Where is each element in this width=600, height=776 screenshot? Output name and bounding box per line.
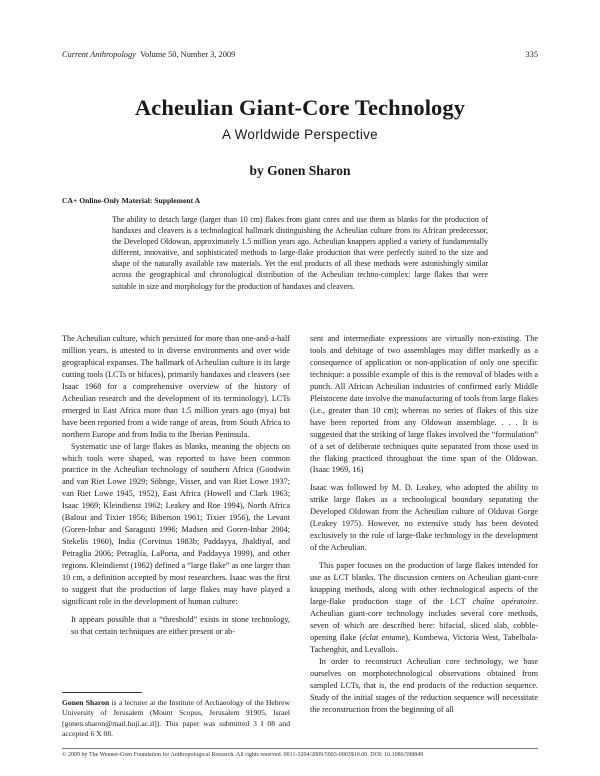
author-bio: [62, 698, 290, 739]
body-paragraph: Isaac was followed by M. D. Leakey, who adopted the ability to strike large flakes as a technological boundary separating the Developed Oldowan from the Acheulian culture of Olduvai Gorge (Leakey 1975). However, no extensive study has been devoted exclusively to the role of large-flake technology in the development of the Acheulian.: [310, 483, 538, 553]
bio-name: Gonen Sharon: [62, 698, 110, 707]
body-paragraph: [310, 560, 538, 656]
right-column: [310, 333, 538, 766]
article-subtitle: A Worldwide Perspective: [222, 127, 378, 142]
text-run-italic: éclat entame: [362, 632, 406, 642]
text-run: ), Kombewa, Victoria West, Tabelbala-Tachenghit, and Levallois.: [310, 632, 538, 654]
body-paragraph: Systematic use of large flakes as blanks, meaning the objects on which tools were shaped, was reported to have been common practice in the Acheulian technology of southern Africa (Goodwin and van Riet Lowe 1929; Söhnge, Visser, and van Riet Lowe 1937; van Riet Lowe 1945, 1952), East Africa (Howell and Clark 1963; Isaac 1969; Kleindienst 1962; Leakey and Roe 1994), North Africa (Balout and Tixier 1956; Biberson 1961; Tixier 1956), the Levant (Goren-Inbar and Saragusti 1996; Madsen and Goren-Inbar 2004; Stekelis 1960), India (Corvinus 1983b; Paddayya, Jhaldiyal, and Petraglia 2006; Petraglia, LaPorta, and Paddayya 1999), and other regions. Kleindienst (1962) defined a “large flake” as one larger than 10 cm, a definition accepted by most researchers. Isaac was the first to suggest that the production of large flakes may have played a significant role in the development of human culture:: [62, 441, 290, 606]
article-author: by Gonen Sharon: [249, 163, 351, 178]
journal-citation: [62, 50, 235, 59]
text-run-italic: chaîne opératoire: [472, 597, 536, 607]
abstract: The ability to detach large (larger than 10 cm) flakes from giant cores and use them as blanks for the production of handaxes and cleavers is a technological hallmark distinguishing the Acheulian culture from its African predecessor, the Developed Oldowan, approximately 1.5 million years ago. Acheulian knappers applied a variety of fundamentally different, innovative, and sophisticated methods to large-flake production that were perfectly suited to the size and shape of the naturally available raw materials. Yet the end products of all these methods were astonishingly similar across the geographical and chronological distribution of the Acheulian techno-complex: large flakes that were suitable in size and morphology for the production of handaxes and cleavers.: [112, 215, 488, 291]
footer-rule: [62, 748, 538, 749]
supplement-note: CA+ Online-Only Material: Supplement A: [62, 196, 201, 205]
text-run: . Acheulian giant-core technology includes several core methods, seven of which are described here: bifacial, sliced slab, cobble-opening flake (: [310, 597, 538, 642]
left-column: [62, 333, 290, 689]
page-number: 335: [525, 50, 538, 59]
journal-name: Current Anthropology: [62, 50, 136, 59]
body-paragraph: In order to reconstruct Acheulian core technology, we base ourselves on morphotechnological observations obtained from sampled LCTs, that is, the end products of the reduction sequence. Study of the initial stages of the reduction sequence will necessitate the reconstruction from the beginning of all: [310, 656, 538, 714]
bio-text: is a lecturer at the Institute of Archaeology of the Hebrew University of Jerusalem (Mount Scopus, Jerusalem 91905, Israel [gonen.sharon@mail.huji.ac.il]). This paper was submitted 3 I 08 and accepted 6 X 08.: [62, 698, 290, 738]
running-header: [62, 50, 538, 62]
article-title: Acheulian Giant-Core Technology: [134, 95, 466, 120]
block-quote: It appears possible that a “threshold” exists in stone technology, so that certain techniques are either present or ab-: [71, 614, 290, 636]
footnote-rule: [62, 692, 142, 693]
body-paragraph: The Acheulian culture, which persisted for more than one-and-a-half million years, is attested to in diverse environments and over wide geographical expanses. The hallmark of Acheulian culture is its large cutting tools (LCTs or bifaces), primarily handaxes and cleavers (see Isaac 1968 for a comprehensive overview of the history of Acheulian research and the development of its terminology). LCTs emerged in East Africa more than 1.5 million years ago (mya) but have been reported from a wide range of areas, from South Africa to northern Europe and from India to the Iberian Peninsula.: [62, 334, 290, 439]
copyright-footer: © 2009 by The Wenner-Gren Foundation for Anthropological Research. All rights reserved. 0011-3204/2009/5003-0003$10.00. DOI: 10.1086/598849: [62, 752, 424, 758]
text-run: This paper focuses on the production of large flakes intended for use as LCT blanks. The discussion centers on Acheulian giant-core knapping methods, along with other technological aspects of the large-flake production stage of the LCT: [310, 561, 538, 607]
journal-issue: Volume 50, Number 3, 2009: [140, 50, 236, 59]
quote-continuation: sent and intermediate expressions are virtually non-existing. The tools and debitage of two assemblages may differ markedly as a consequence of application or non-application of only one specific technique: a possible example of this is the removal of blades with a punch. All African Acheulian industries of confirmed early Middle Pleistocene date involve the manufacturing of tools from large flakes (i.e., greater than 10 cm); whereas no series of flakes of this size have been reported from any Oldowan assemblage. . . . It is suggested that the striking of large flakes involved the “formulation” of a set of deliberate techniques quite separated from those used in the flaking practiced throughout the time span of the Oldowan. (Isaac 1969, 16): [310, 334, 538, 475]
